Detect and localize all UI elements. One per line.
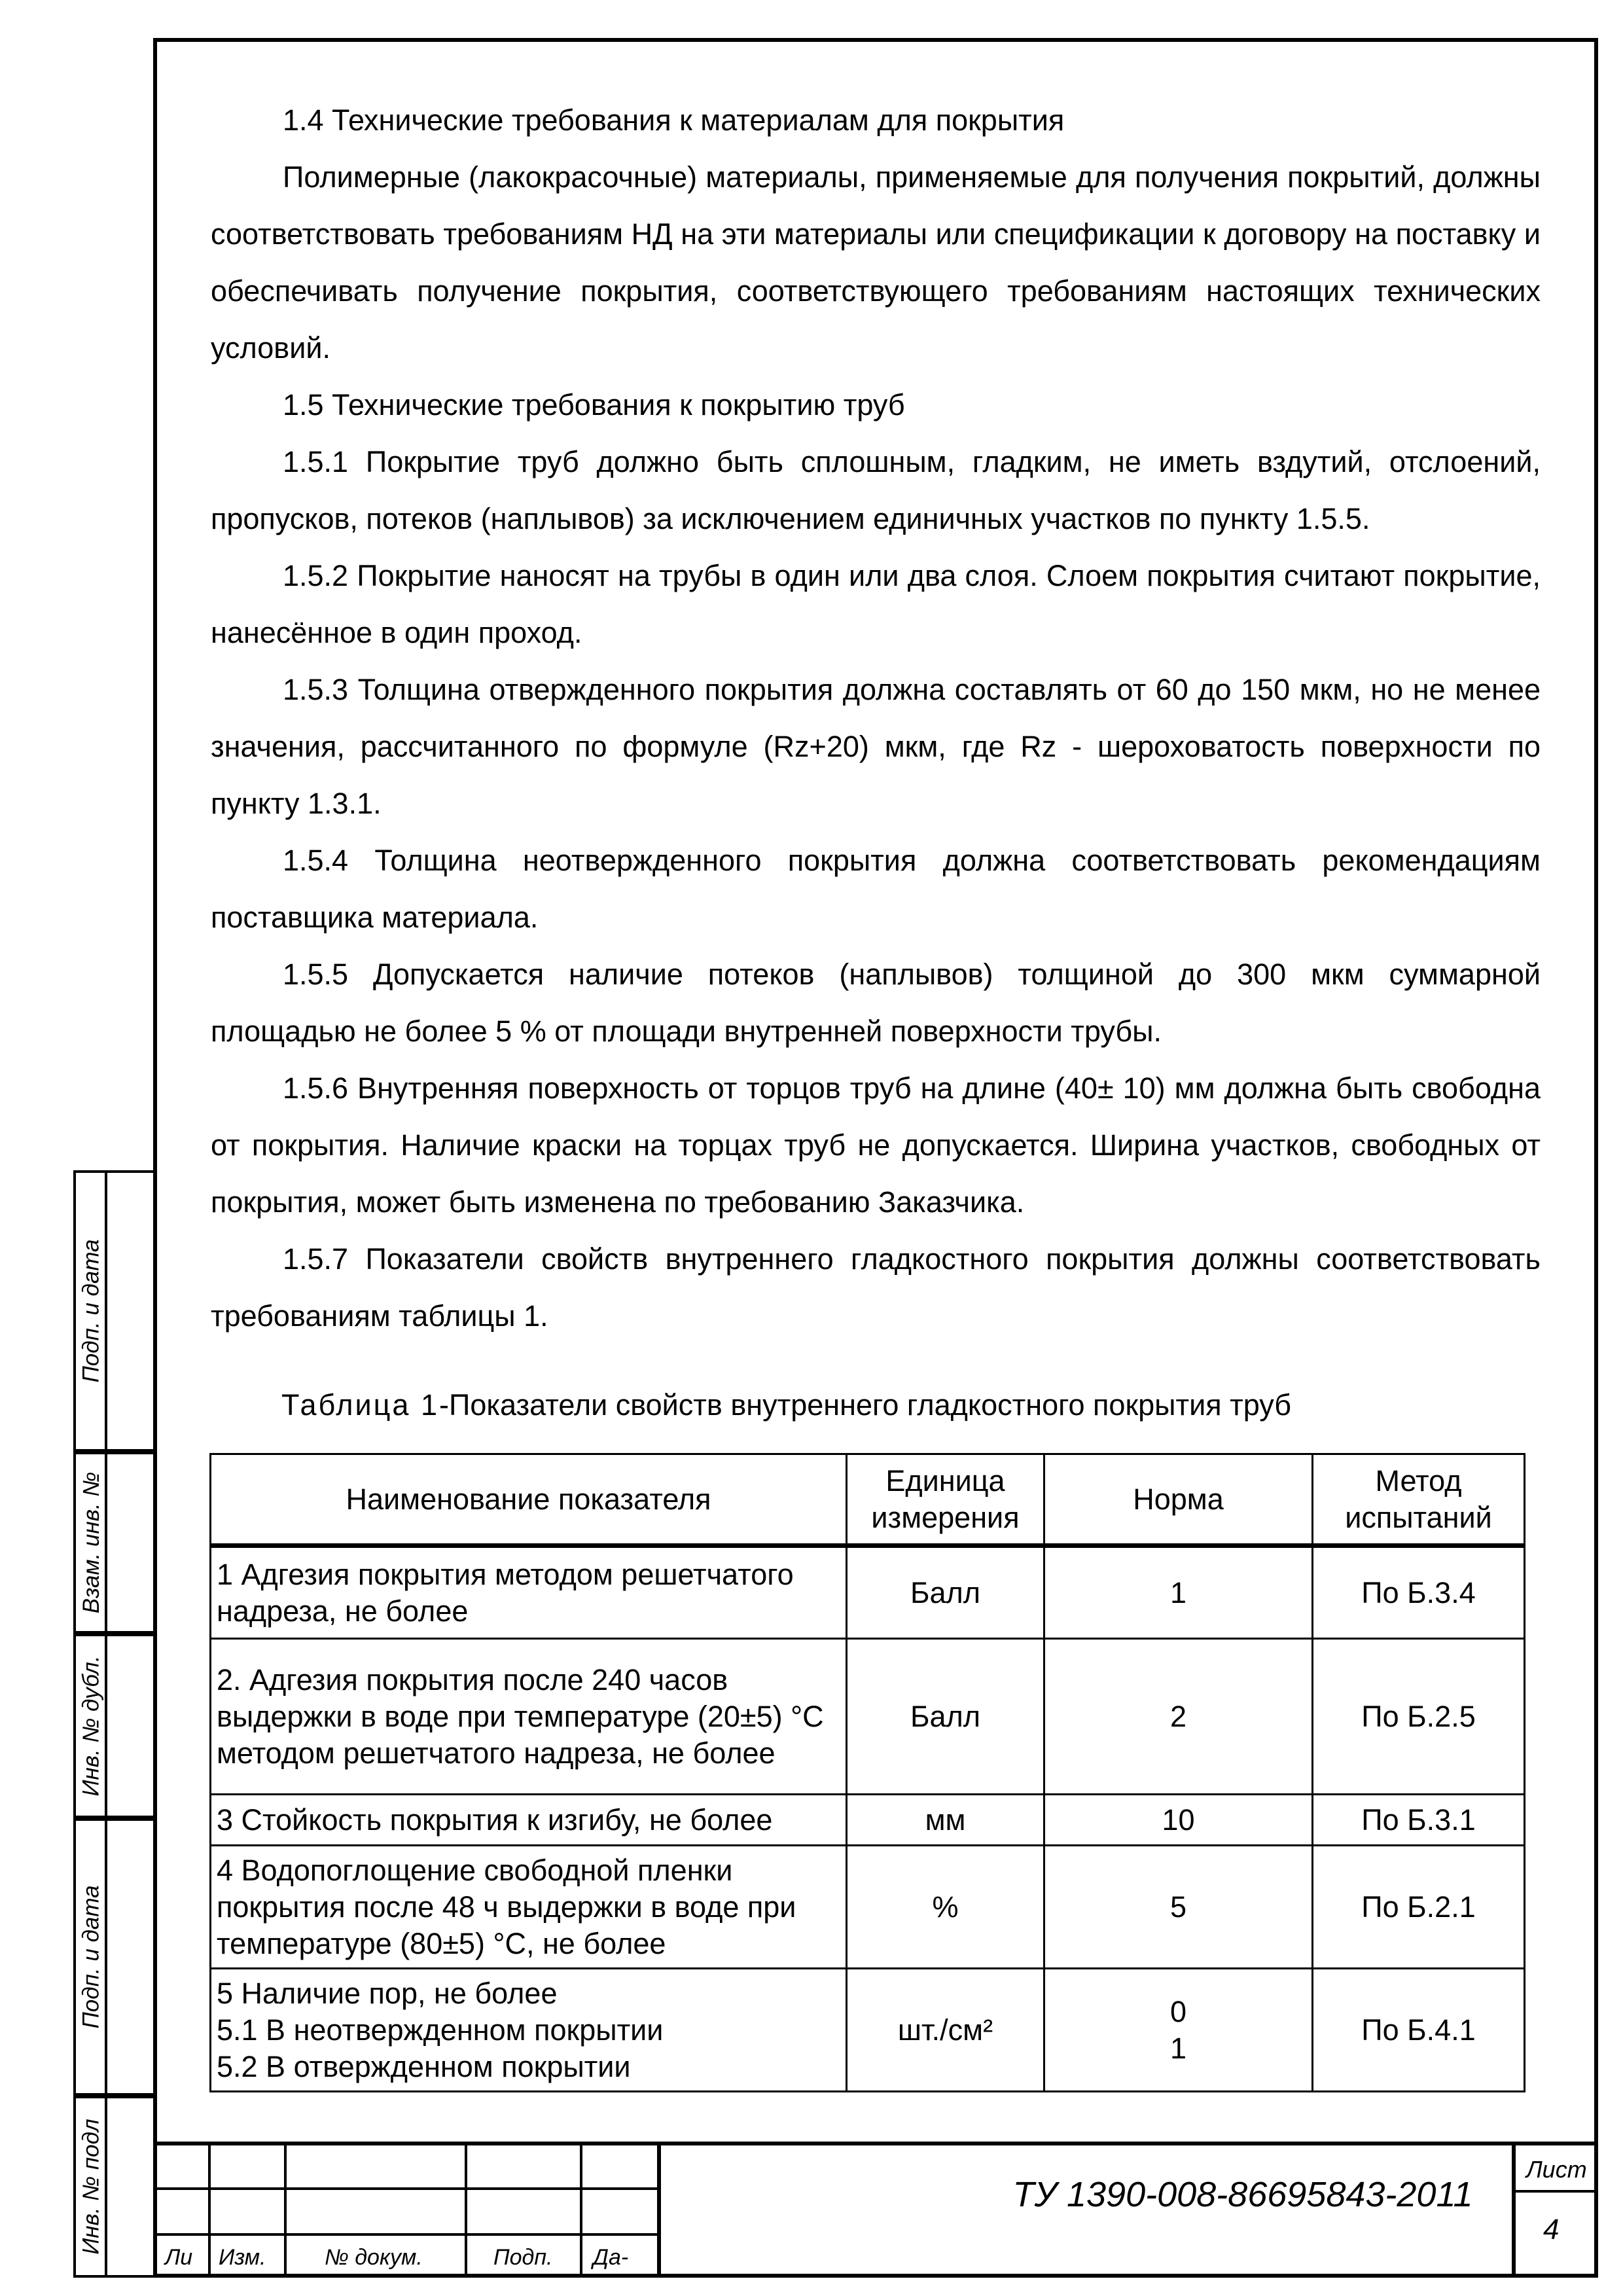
table-row <box>211 1795 1525 1846</box>
table-cell-name: 3 Стойкость покрытия к изгибу, не более <box>211 1795 847 1846</box>
margin-label: Инв. № подл <box>79 2119 104 2255</box>
table-cell-name: 5 Наличие пор, не более 5.1 В неотвержденном покрытии 5.2 В отвержденном покрытии <box>211 1969 847 2092</box>
paragraph: 1.5.2 Покрытие наносят на трубы в один или два слоя. Слоем покрытия считают покрытие, нанесённое в один проход. <box>211 559 1541 649</box>
table-row <box>211 1846 1525 1969</box>
table-cell-method: По Б.2.5 <box>1313 1639 1525 1795</box>
table-cell-unit: шт./см² <box>847 1969 1044 2092</box>
table-cell-name: 1 Адгезия покрытия методом решетчатого надреза, не более <box>211 1546 847 1639</box>
paragraph: Полимерные (лакокрасочные) материалы, применяемые для получения покрытий, должны соответствовать требованиям НД на эти материалы или спецификации к договору на поставку и обеспечивать получение покрытия, соответствующего требованиям настоящих технических условий. <box>211 160 1541 365</box>
table-cell-method: По Б.2.1 <box>1313 1846 1525 1969</box>
table-cell-unit: мм <box>847 1795 1044 1846</box>
stamp-col-label: Да- <box>593 2245 629 2270</box>
table-caption-label: Таблица 1 <box>281 1388 439 1422</box>
table-cell-norm: 10 <box>1044 1795 1313 1846</box>
paragraph: 1.5.3 Толщина отвержденного покрытия должна составлять от 60 до 150 мкм, но не менее значения, рассчитанного по формуле (Rz+20) мкм, где Rz - шероховатость поверхности по пункту 1.3.1. <box>211 673 1541 820</box>
margin-field-signature-date-2 <box>73 1818 153 2096</box>
table-cell-unit: % <box>847 1846 1044 1969</box>
margin-field-duplicate-inv <box>73 1634 153 1818</box>
sheet-number: 4 <box>1543 2214 1560 2246</box>
table-cell-unit: Балл <box>847 1639 1044 1795</box>
table-cell-method: По Б.3.1 <box>1313 1795 1525 1846</box>
properties-table <box>209 1453 1525 2092</box>
margin-field-replacement-inv <box>73 1452 153 1634</box>
paragraph: 1.5.6 Внутренняя поверхность от торцов труб на длине (40± 10) мм должна быть свободна от покрытия. Наличие краски на торцах труб не допускается. Ширина участков, свободных от покрытия, может быть изменена по требованию Заказчика. <box>211 1071 1541 1219</box>
paragraph: 1.5.7 Показатели свойств внутреннего гладкостного покрытия должны соответствовать требованиям таблицы 1. <box>211 1242 1541 1333</box>
margin-label: Подп. и дата <box>79 1239 105 1383</box>
table-row <box>211 1969 1525 2092</box>
table-header-row <box>211 1454 1525 1546</box>
table-cell-method: По Б.4.1 <box>1313 1969 1525 2092</box>
table-header-cell: Норма <box>1044 1454 1313 1546</box>
paragraph: 1.5.4 Толщина неотвержденного покрытия должна соответствовать рекомендациям поставщика материала. <box>211 844 1541 934</box>
margin-field-original-inv <box>73 2096 153 2278</box>
title-block <box>153 2142 1598 2278</box>
table-row <box>211 1639 1525 1795</box>
table-caption <box>281 1386 1291 1425</box>
paragraph: 1.4 Технические требования к материалам для покрытия <box>283 103 1065 137</box>
margin-field-signature-date <box>73 1170 153 1452</box>
table-header-cell: Единица измерения <box>847 1454 1044 1546</box>
table-cell-norm: 0 1 <box>1044 1969 1313 2092</box>
table-cell-unit: Балл <box>847 1546 1044 1639</box>
paragraph: 1.5.5 Допускается наличие потеков (наплывов) толщиной до 300 мкм суммарной площадью не более 5 % от площади внутренней поверхности трубы. <box>211 958 1541 1048</box>
table-header-cell: Наименование показателя <box>211 1454 847 1546</box>
stamp-col-label: Ли <box>165 2245 193 2270</box>
body-text <box>211 92 1541 1344</box>
paragraph: 1.5 Технические требования к покрытию труб <box>283 388 905 422</box>
table-row <box>211 1546 1525 1639</box>
stamp-col-label: № докум. <box>325 2245 423 2270</box>
sheet-label: Лист <box>1526 2156 1587 2183</box>
margin-label: Подп. и дата <box>79 1885 105 2029</box>
document-code: ТУ 1390-008-86695843-2011 <box>1012 2175 1473 2214</box>
table-cell-name: 2. Адгезия покрытия после 240 часов выдержки в воде при температуре (20±5) °С методом решетчатого надреза, не более <box>211 1639 847 1795</box>
stamp-col-label: Подп. <box>493 2245 553 2270</box>
margin-label: Инв. № дубл. <box>79 1655 104 1797</box>
table-header-cell: Метод испытаний <box>1313 1454 1525 1546</box>
table-cell-norm: 1 <box>1044 1546 1313 1639</box>
table-cell-method: По Б.3.4 <box>1313 1546 1525 1639</box>
margin-label: Взам. инв. № <box>79 1471 105 1614</box>
table-caption-text: -Показатели свойств внутреннего гладкостного покрытия труб <box>438 1388 1292 1422</box>
table-cell-name: 4 Водопоглощение свободной пленки покрытия после 48 ч выдержки в воде при температуре (80±5) °С, не более <box>211 1846 847 1969</box>
paragraph: 1.5.1 Покрытие труб должно быть сплошным, гладким, не иметь вздутий, отслоений, пропусков, потеков (наплывов) за исключением единичных участков по пункту 1.5.5. <box>211 445 1541 535</box>
table-cell-norm: 2 <box>1044 1639 1313 1795</box>
stamp-col-label: Изм. <box>219 2245 266 2270</box>
table-cell-norm: 5 <box>1044 1846 1313 1969</box>
